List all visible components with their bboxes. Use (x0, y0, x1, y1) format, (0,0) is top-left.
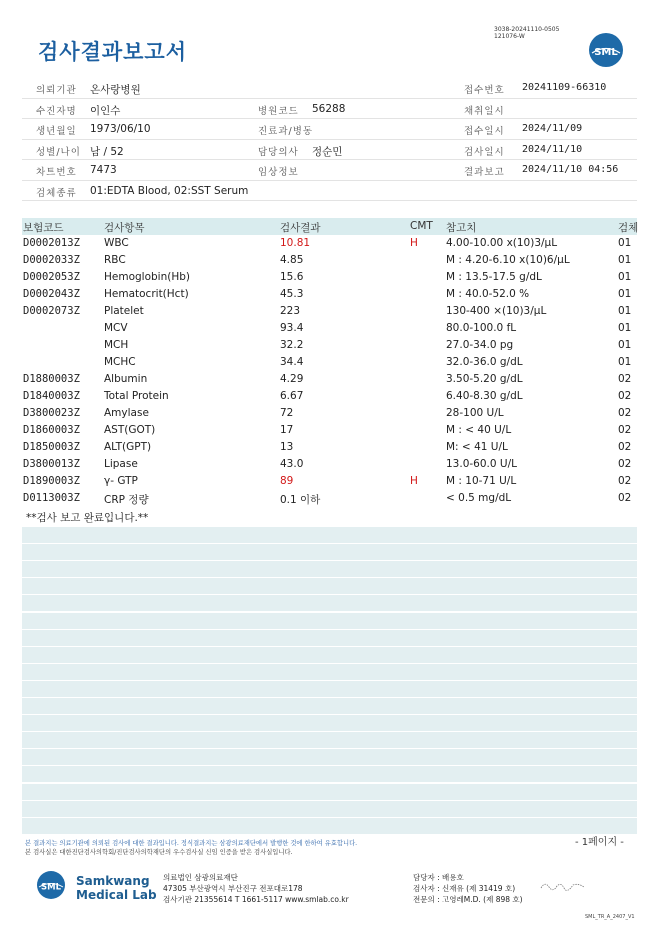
empty-row-stripe (22, 749, 637, 765)
result-item: CRP 정량 (104, 494, 149, 506)
brand-name (76, 874, 157, 902)
info-value: 1973/06/10 (90, 123, 151, 135)
empty-row-stripe (22, 698, 637, 714)
info-row (22, 140, 637, 161)
result-code: D3800023Z (23, 407, 80, 419)
result-reference: M: < 41 U/L (446, 441, 508, 453)
org-contact: 검사기관 21355614 T 1661-5117 www.smlab.co.kr (163, 895, 349, 904)
result-code: D1850003Z (23, 441, 80, 453)
brand-line2: Medical Lab (76, 888, 157, 902)
result-code: D0002053Z (23, 271, 80, 283)
result-specimen: 01 (618, 254, 632, 266)
info-label: 의뢰기관 (36, 85, 77, 96)
result-code: D0002043Z (23, 288, 80, 300)
result-value: 34.4 (280, 356, 304, 368)
result-item: MCHC (104, 356, 136, 368)
result-row (22, 490, 637, 507)
empty-row-stripe (22, 664, 637, 680)
result-value: 223 (280, 305, 301, 317)
result-value: 32.2 (280, 339, 304, 351)
info-row (22, 119, 637, 140)
notice-line1: 본 결과지는 의료기관에 의뢰된 검사에 대한 결과입니다. 정식결과지는 삼광의료재단에서 발행한 것에 한하여 유효합니다. (25, 840, 358, 847)
result-reference: M : 40.0-52.0 % (446, 288, 530, 300)
result-reference: < 0.5 mg/dL (446, 492, 512, 504)
info-value: 2024/11/10 04:56 (522, 164, 619, 175)
empty-row-stripe (22, 613, 637, 629)
results-table (22, 218, 637, 507)
result-code: D0002073Z (23, 305, 80, 317)
empty-row-stripe (22, 818, 637, 834)
info-label: 검체종류 (36, 187, 77, 199)
result-row (22, 286, 637, 303)
info-value: 2024/11/10 (522, 143, 583, 155)
empty-row-stripe (22, 784, 637, 800)
result-specimen: 02 (618, 407, 632, 419)
results-header-row (22, 218, 637, 235)
result-item: Hemoglobin(Hb) (104, 271, 191, 283)
info-value: 정순민 (312, 145, 343, 158)
result-value: 15.6 (280, 271, 304, 283)
result-reference: M : < 40 U/L (446, 424, 512, 436)
result-value: 10.81 (280, 237, 311, 249)
document-id-line2: 121076-W (494, 33, 525, 40)
result-row (22, 252, 637, 269)
info-row (22, 99, 637, 120)
header-item: 검사항목 (104, 222, 145, 234)
info-label: 접수일시 (464, 126, 505, 137)
result-item: ALT(GPT) (104, 441, 152, 453)
empty-row-stripe (22, 595, 637, 611)
empty-row-stripe (22, 732, 637, 748)
info-value: 01:EDTA Blood, 02:SST Serum (90, 184, 249, 197)
result-specimen: 02 (618, 424, 632, 436)
empty-row-stripe (22, 630, 637, 646)
info-label: 성별/나이 (36, 146, 81, 158)
info-value: 7473 (90, 164, 117, 176)
result-specimen: 02 (618, 390, 632, 402)
info-row (22, 160, 637, 181)
info-label: 임상정보 (258, 167, 299, 178)
document-id-line1: 3038-20241110-0505 (494, 26, 560, 33)
staff-manager: 담당자 : 배용호 (413, 873, 464, 882)
empty-row-stripe (22, 561, 637, 577)
result-reference: 4.00-10.00 x(10)3/μL (446, 237, 558, 249)
header-reference: 참고치 (446, 222, 477, 234)
sml-logo-text: SML (594, 47, 618, 58)
result-row (22, 439, 637, 456)
info-label: 수진자명 (36, 105, 77, 117)
result-item: MCH (104, 339, 129, 351)
header-code: 보험코드 (23, 222, 64, 234)
result-row (22, 235, 637, 252)
result-code: D3800013Z (23, 458, 80, 470)
info-row (22, 78, 637, 99)
result-specimen: 02 (618, 475, 632, 487)
result-specimen: 01 (618, 271, 632, 283)
result-code: D0002033Z (23, 254, 80, 266)
info-value: 56288 (312, 102, 346, 115)
notice-line2: 본 검사실은 대한진단검사의학회/진단검사의학재단의 우수검사실 신임 인증을 받은 검사실입니다. (25, 848, 293, 856)
result-item: AST(GOT) (104, 424, 156, 436)
empty-row-stripe (22, 578, 637, 594)
result-flag: H (410, 475, 418, 487)
result-item: Total Protein (104, 390, 169, 402)
result-specimen: 02 (618, 458, 632, 470)
empty-row-stripe (22, 544, 637, 560)
result-specimen: 01 (618, 237, 632, 249)
result-value: 6.67 (280, 390, 304, 402)
result-specimen: 01 (618, 305, 632, 317)
empty-row-stripe (22, 527, 637, 543)
info-label: 접수번호 (464, 85, 505, 96)
sml-footer-logo-icon (36, 870, 66, 900)
result-item: RBC (104, 254, 126, 266)
report-title: 검사결과보고서 (38, 40, 188, 64)
empty-row-stripe (22, 801, 637, 817)
result-row (22, 456, 637, 473)
brand-line1: Samkwang (76, 874, 150, 888)
info-value: 온사랑병원 (90, 84, 141, 96)
header-result: 검사결과 (280, 222, 321, 234)
info-label: 진료과/병동 (258, 126, 314, 137)
signature-icon (540, 880, 586, 892)
result-value: 17 (280, 424, 294, 436)
result-value: 93.4 (280, 322, 304, 334)
result-value: 4.85 (280, 254, 304, 266)
result-row (22, 269, 637, 286)
info-row (22, 181, 637, 202)
result-code: D1860003Z (23, 424, 80, 436)
result-row (22, 320, 637, 337)
result-item: γ- GTP (104, 475, 138, 487)
patient-info-table (22, 78, 637, 201)
result-code: D1880003Z (23, 373, 80, 385)
result-row (22, 388, 637, 405)
result-item: Amylase (104, 407, 149, 419)
empty-row-stripe (22, 766, 637, 782)
result-item: WBC (104, 237, 129, 249)
info-label: 담당의사 (258, 146, 299, 158)
info-label: 결과보고 (464, 167, 505, 178)
sml-footer-logo-text: SML (41, 882, 61, 893)
result-specimen: 01 (618, 356, 632, 368)
result-specimen: 02 (618, 441, 632, 453)
sml-logo-icon (588, 32, 624, 68)
result-reference: 80.0-100.0 fL (446, 322, 517, 334)
completion-note: **검사 보고 완료입니다.** (26, 512, 149, 524)
org-name: 의료법인 삼광의료재단 (163, 873, 238, 882)
result-row (22, 303, 637, 320)
result-reference: M : 13.5-17.5 g/dL (446, 271, 542, 283)
result-reference: 6.40-8.30 g/dL (446, 390, 523, 402)
result-item: Lipase (104, 458, 138, 470)
result-row (22, 337, 637, 354)
info-value: 남 / 52 (90, 145, 124, 158)
result-reference: 28-100 U/L (446, 407, 504, 419)
info-label: 차트번호 (36, 167, 77, 178)
result-value: 89 (280, 475, 294, 487)
result-code: D0113003Z (23, 492, 80, 504)
result-reference: 3.50-5.20 g/dL (446, 373, 523, 385)
info-label: 생년월일 (36, 126, 77, 137)
staff-info (413, 872, 523, 905)
header-specimen: 검체 (618, 222, 639, 234)
form-code: SML_TR_A_2407_V1 (585, 914, 635, 920)
result-value: 4.29 (280, 373, 304, 385)
result-row (22, 422, 637, 439)
result-row (22, 354, 637, 371)
result-row (22, 473, 637, 490)
result-flag: H (410, 237, 418, 249)
results-body (22, 235, 637, 507)
staff-tester: 검사자 : 신재유 (제 31419 호) (413, 884, 516, 893)
empty-row-stripe (22, 715, 637, 731)
result-row (22, 405, 637, 422)
header-cmt: CMT (410, 220, 433, 232)
result-reference: 27.0-34.0 pg (446, 339, 514, 351)
result-specimen: 01 (618, 322, 632, 334)
info-label: 병원코드 (258, 105, 299, 117)
result-value: 13 (280, 441, 294, 453)
result-value: 43.0 (280, 458, 304, 470)
result-value: 45.3 (280, 288, 304, 300)
result-code: D0002013Z (23, 237, 80, 249)
result-code: D1890003Z (23, 475, 80, 487)
result-code: D1840003Z (23, 390, 80, 402)
result-reference: 32.0-36.0 g/dL (446, 356, 523, 368)
result-row (22, 371, 637, 388)
staff-specialist: 전문의 : 고영레M.D. (제 898 호) (413, 895, 523, 904)
info-value: 이인수 (90, 104, 121, 117)
result-reference: M : 4.20-6.10 x(10)6/μL (446, 254, 570, 266)
footer-notice (25, 840, 357, 857)
result-reference: 13.0-60.0 U/L (446, 458, 517, 470)
info-value: 2024/11/09 (522, 123, 583, 134)
org-address: 47305 부산광역시 부산진구 전포대로178 (163, 884, 303, 893)
result-value: 72 (280, 407, 294, 419)
info-label: 채취일시 (464, 105, 505, 117)
result-item: Hematocrit(Hct) (104, 288, 189, 300)
result-item: Albumin (104, 373, 148, 385)
result-reference: M : 10-71 U/L (446, 475, 517, 487)
result-specimen: 02 (618, 373, 632, 385)
empty-row-stripe (22, 647, 637, 663)
document-id (494, 26, 559, 40)
result-value: 0.1 이하 (280, 494, 321, 506)
result-specimen: 01 (618, 288, 632, 300)
organization-info (163, 872, 349, 905)
result-reference: 130-400 ×(10)3/μL (446, 305, 547, 317)
result-specimen: 02 (618, 492, 632, 504)
empty-row-stripe (22, 681, 637, 697)
info-value: 20241109-66310 (522, 82, 607, 93)
result-specimen: 01 (618, 339, 632, 351)
info-label: 검사일시 (464, 146, 505, 158)
result-item: Platelet (104, 305, 144, 317)
page-number: - 1페이지 - (575, 837, 624, 848)
result-item: MCV (104, 322, 128, 334)
